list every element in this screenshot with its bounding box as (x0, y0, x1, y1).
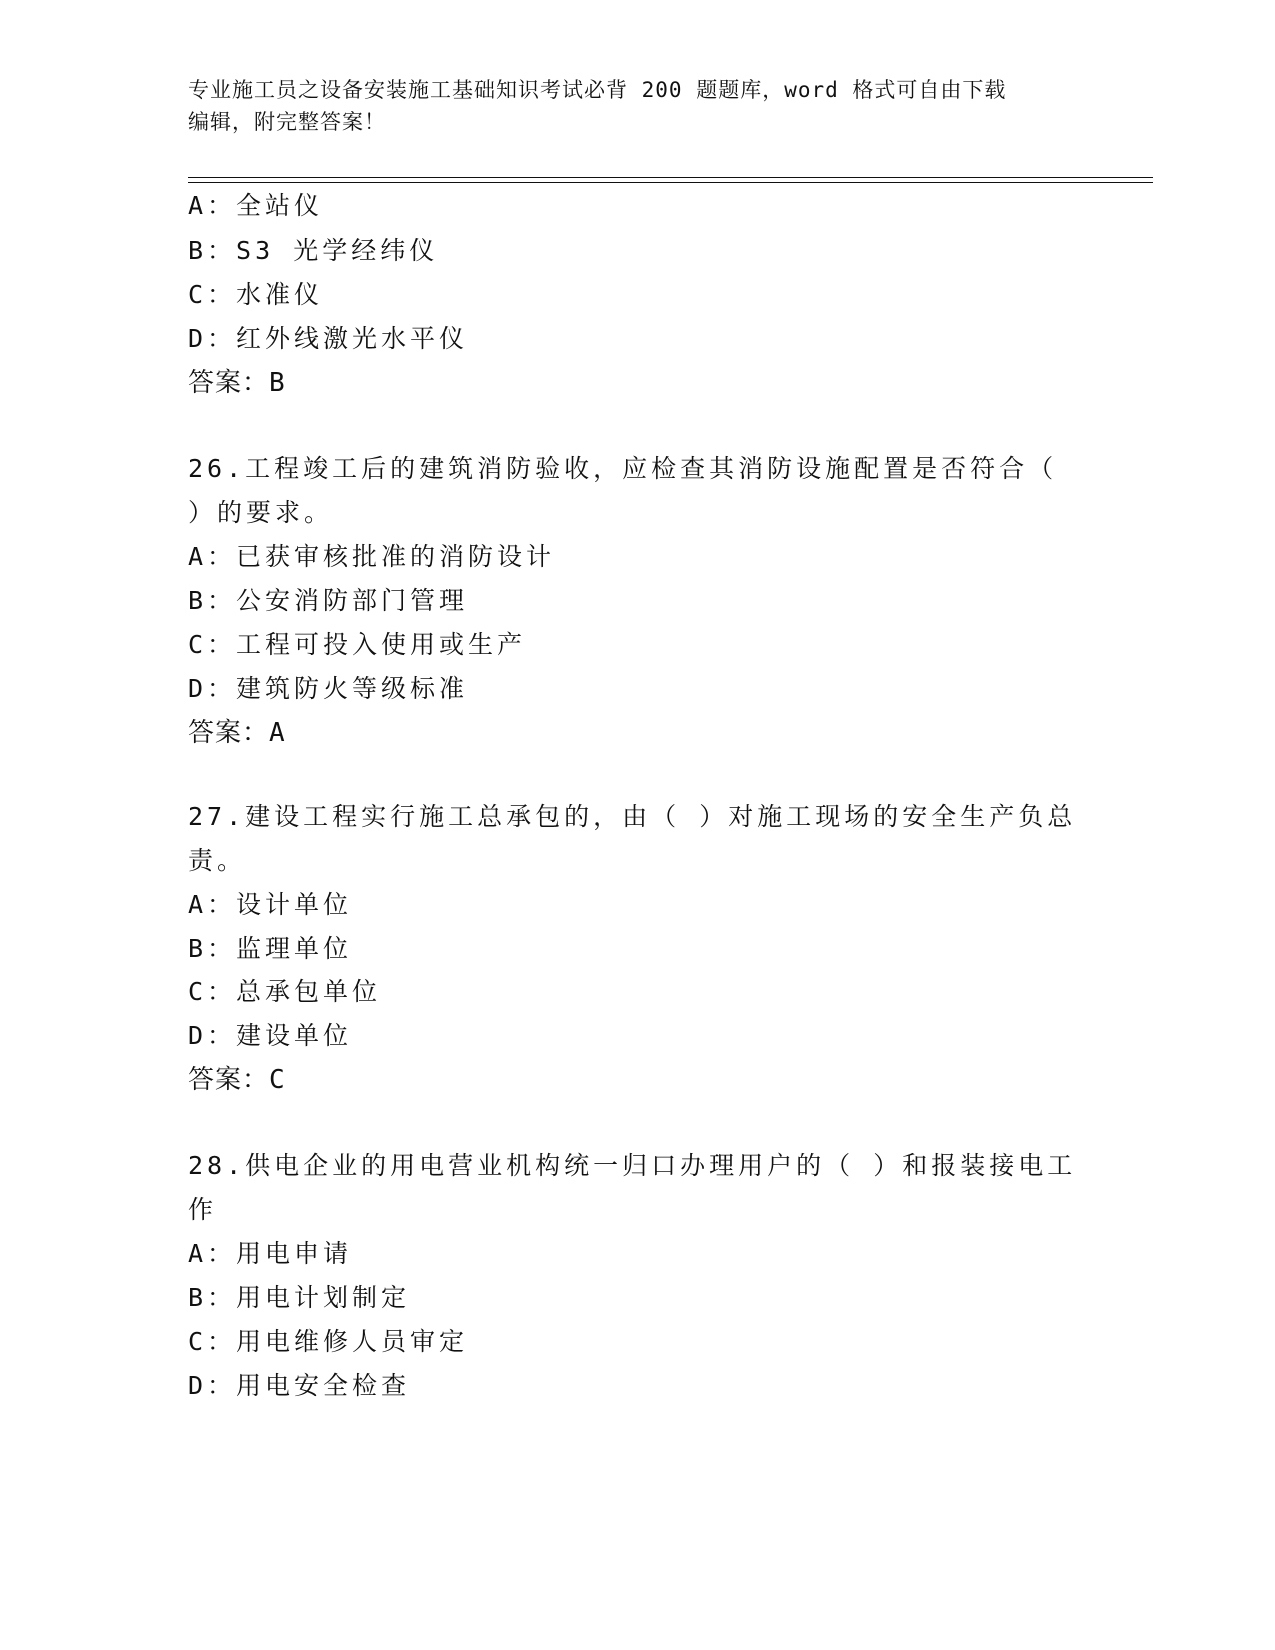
q28-option-d: D：用电安全检查 (188, 1371, 411, 1400)
q27-stem-line-1: 27.建设工程实行施工总承包的，由（ ）对施工现场的安全生产负总 (188, 802, 1077, 831)
q27-option-d: D：建设单位 (188, 1021, 353, 1050)
q26-option-d: D：建筑防火等级标准 (188, 674, 469, 703)
q28-stem-line-1: 28.供电企业的用电营业机构统一归口办理用户的（ ）和报装接电工 (188, 1151, 1077, 1180)
q27-stem-line-2: 责。 (188, 846, 247, 875)
q26-option-c: C：工程可投入使用或生产 (188, 630, 527, 659)
q25-answer (188, 367, 285, 399)
q28-option-c: C：用电维修人员审定 (188, 1327, 469, 1356)
q27-answer (188, 1064, 285, 1096)
q26-stem-line-2: ）的要求。 (188, 498, 334, 527)
q27-option-b: B：监理单位 (188, 934, 353, 963)
q28-option-a: A：用电申请 (188, 1239, 353, 1268)
q25-option-a: A：全站仪 (188, 191, 324, 220)
q26-option-a: A：已获审核批准的消防设计 (188, 542, 556, 571)
q26-answer (188, 717, 285, 749)
q26-stem-line-1: 26.工程竣工后的建筑消防验收，应检查其消防设施配置是否符合（ (188, 454, 1058, 483)
header-divider-bottom (188, 182, 1153, 183)
header-title-line-2: 编辑，附完整答案！ (188, 110, 386, 134)
q27-answer-label: 答案： (188, 1065, 270, 1095)
q26-answer-label: 答案： (188, 718, 270, 748)
q25-option-b: B：S3 光学经纬仪 (188, 236, 439, 265)
q25-option-c: C：水准仪 (188, 280, 324, 309)
header-divider-top (188, 177, 1153, 178)
q25-answer-label: 答案： (188, 368, 270, 398)
q27-option-a: A：设计单位 (188, 890, 353, 919)
header-title-line-1: 专业施工员之设备安装施工基础知识考试必背 200 题题库，word 格式可自由下载 (188, 78, 1007, 102)
q26-option-b: B：公安消防部门管理 (188, 586, 469, 615)
q26-answer-value: A (269, 718, 285, 748)
q28-stem-line-2: 作 (188, 1195, 218, 1224)
q25-option-d: D：红外线激光水平仪 (188, 324, 469, 353)
document-header (188, 74, 1068, 138)
q25-answer-value: B (269, 368, 285, 398)
q27-option-c: C：总承包单位 (188, 977, 382, 1006)
q28-option-b: B：用电计划制定 (188, 1283, 411, 1312)
q27-answer-value: C (269, 1065, 285, 1095)
